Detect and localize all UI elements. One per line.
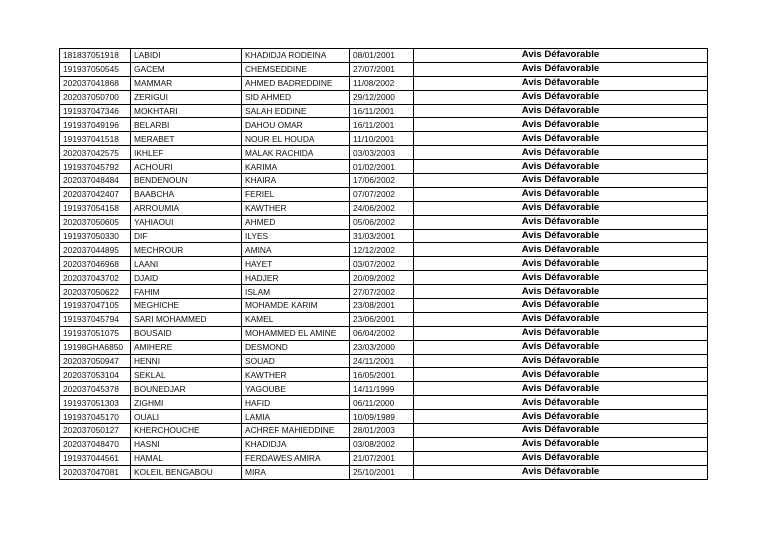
student-id-cell: 191937045170: [60, 410, 131, 424]
last-name-cell: YAHIAOUI: [131, 215, 242, 229]
table-row: [60, 243, 708, 257]
last-name-cell: HASNI: [131, 437, 242, 451]
avis-cell: Avis Défavorable: [414, 451, 708, 465]
last-name-cell: MERABET: [131, 132, 242, 146]
student-id-cell: 202037050700: [60, 90, 131, 104]
avis-cell: Avis Défavorable: [414, 354, 708, 368]
first-name-cell: SOUAD: [242, 354, 350, 368]
student-id-cell: 191937044561: [60, 451, 131, 465]
first-name-cell: MIRA: [242, 465, 350, 479]
birth-date-cell: 05/06/2002: [350, 215, 414, 229]
student-id-cell: 202037050605: [60, 215, 131, 229]
birth-date-cell: 06/11/2000: [350, 396, 414, 410]
first-name-cell: YAGOUBE: [242, 382, 350, 396]
table-row: [60, 187, 708, 201]
table-row: [60, 437, 708, 451]
student-id-cell: 191937045792: [60, 160, 131, 174]
last-name-cell: BAABCHA: [131, 187, 242, 201]
last-name-cell: MAMMAR: [131, 76, 242, 90]
results-table: [59, 48, 708, 480]
birth-date-cell: 23/06/2001: [350, 312, 414, 326]
last-name-cell: BELARBI: [131, 118, 242, 132]
first-name-cell: SALAH EDDINE: [242, 104, 350, 118]
birth-date-cell: 27/07/2002: [350, 285, 414, 299]
student-id-cell: 202037043702: [60, 271, 131, 285]
avis-cell: Avis Défavorable: [414, 215, 708, 229]
last-name-cell: DJAID: [131, 271, 242, 285]
avis-cell: Avis Défavorable: [414, 299, 708, 313]
avis-cell: Avis Défavorable: [414, 285, 708, 299]
last-name-cell: LABIDI: [131, 49, 242, 63]
birth-date-cell: 03/03/2003: [350, 146, 414, 160]
student-id-cell: 191937050545: [60, 62, 131, 76]
birth-date-cell: 16/11/2001: [350, 104, 414, 118]
first-name-cell: FERDAWES AMIRA: [242, 451, 350, 465]
last-name-cell: MOKHTARI: [131, 104, 242, 118]
birth-date-cell: 01/02/2001: [350, 160, 414, 174]
results-table-body: [60, 49, 708, 480]
table-row: [60, 132, 708, 146]
table-row: [60, 160, 708, 174]
student-id-cell: 202037048470: [60, 437, 131, 451]
birth-date-cell: 14/11/1999: [350, 382, 414, 396]
last-name-cell: KOLEIL BENGABOU: [131, 465, 242, 479]
birth-date-cell: 17/06/2002: [350, 174, 414, 188]
student-id-cell: 191937041518: [60, 132, 131, 146]
last-name-cell: ZIGHMI: [131, 396, 242, 410]
avis-cell: Avis Défavorable: [414, 257, 708, 271]
avis-cell: Avis Défavorable: [414, 62, 708, 76]
first-name-cell: AHMED BADREDDINE: [242, 76, 350, 90]
birth-date-cell: 07/07/2002: [350, 187, 414, 201]
avis-cell: Avis Défavorable: [414, 437, 708, 451]
first-name-cell: HADJER: [242, 271, 350, 285]
avis-cell: Avis Défavorable: [414, 132, 708, 146]
first-name-cell: SID AHMED: [242, 90, 350, 104]
first-name-cell: MALAK RACHIDA: [242, 146, 350, 160]
table-row: [60, 410, 708, 424]
student-id-cell: 191937045794: [60, 312, 131, 326]
first-name-cell: HAYET: [242, 257, 350, 271]
student-id-cell: 202037041868: [60, 76, 131, 90]
table-row: [60, 201, 708, 215]
last-name-cell: HAMAL: [131, 451, 242, 465]
student-id-cell: 191937050330: [60, 229, 131, 243]
first-name-cell: LAMIA: [242, 410, 350, 424]
first-name-cell: CHEMSEDDINE: [242, 62, 350, 76]
last-name-cell: HENNI: [131, 354, 242, 368]
table-row: [60, 257, 708, 271]
student-id-cell: 202037047081: [60, 465, 131, 479]
last-name-cell: BENDENOUN: [131, 174, 242, 188]
birth-date-cell: 23/08/2001: [350, 299, 414, 313]
table-row: [60, 118, 708, 132]
student-id-cell: 202037053104: [60, 368, 131, 382]
first-name-cell: KARIMA: [242, 160, 350, 174]
table-row: [60, 465, 708, 479]
avis-cell: Avis Défavorable: [414, 174, 708, 188]
last-name-cell: SEKLAL: [131, 368, 242, 382]
birth-date-cell: 25/10/2001: [350, 465, 414, 479]
birth-date-cell: 16/05/2001: [350, 368, 414, 382]
table-row: [60, 326, 708, 340]
table-row: [60, 90, 708, 104]
avis-cell: Avis Défavorable: [414, 201, 708, 215]
table-row: [60, 299, 708, 313]
last-name-cell: GACEM: [131, 62, 242, 76]
student-id-cell: 191937049196: [60, 118, 131, 132]
student-id-cell: 202037046968: [60, 257, 131, 271]
avis-cell: Avis Défavorable: [414, 76, 708, 90]
last-name-cell: MEGHICHE: [131, 299, 242, 313]
avis-cell: Avis Défavorable: [414, 368, 708, 382]
avis-cell: Avis Défavorable: [414, 229, 708, 243]
first-name-cell: KHAIRA: [242, 174, 350, 188]
first-name-cell: DAHOU OMAR: [242, 118, 350, 132]
first-name-cell: ISLAM: [242, 285, 350, 299]
avis-cell: Avis Défavorable: [414, 49, 708, 63]
table-row: [60, 174, 708, 188]
table-row: [60, 49, 708, 63]
avis-cell: Avis Défavorable: [414, 90, 708, 104]
first-name-cell: KAMEL: [242, 312, 350, 326]
table-row: [60, 285, 708, 299]
first-name-cell: DESMOND: [242, 340, 350, 354]
birth-date-cell: 11/08/2002: [350, 76, 414, 90]
last-name-cell: ARROUMIA: [131, 201, 242, 215]
table-row: [60, 146, 708, 160]
avis-cell: Avis Défavorable: [414, 382, 708, 396]
student-id-cell: 202037050622: [60, 285, 131, 299]
table-row: [60, 382, 708, 396]
student-id-cell: 202037050127: [60, 424, 131, 438]
avis-cell: Avis Défavorable: [414, 410, 708, 424]
last-name-cell: KHERCHOUCHE: [131, 424, 242, 438]
birth-date-cell: 27/07/2001: [350, 62, 414, 76]
table-row: [60, 340, 708, 354]
avis-cell: Avis Défavorable: [414, 271, 708, 285]
first-name-cell: ACHREF MAHIEDDINE: [242, 424, 350, 438]
avis-cell: Avis Défavorable: [414, 424, 708, 438]
first-name-cell: HAFID: [242, 396, 350, 410]
last-name-cell: IKHLEF: [131, 146, 242, 160]
table-row: [60, 76, 708, 90]
table-row: [60, 451, 708, 465]
table-row: [60, 215, 708, 229]
birth-date-cell: 24/11/2001: [350, 354, 414, 368]
table-row: [60, 104, 708, 118]
student-id-cell: 202037042407: [60, 187, 131, 201]
student-id-cell: 19198GHA6850: [60, 340, 131, 354]
table-row: [60, 312, 708, 326]
birth-date-cell: 31/03/2001: [350, 229, 414, 243]
last-name-cell: MECHROUR: [131, 243, 242, 257]
last-name-cell: SARI MOHAMMED: [131, 312, 242, 326]
first-name-cell: KAWTHER: [242, 201, 350, 215]
student-id-cell: 202037044895: [60, 243, 131, 257]
table-row: [60, 271, 708, 285]
birth-date-cell: 28/01/2003: [350, 424, 414, 438]
avis-cell: Avis Défavorable: [414, 243, 708, 257]
last-name-cell: BOUNEDJAR: [131, 382, 242, 396]
first-name-cell: KHADIDJA: [242, 437, 350, 451]
last-name-cell: OUALI: [131, 410, 242, 424]
avis-cell: Avis Défavorable: [414, 160, 708, 174]
avis-cell: Avis Défavorable: [414, 312, 708, 326]
birth-date-cell: 12/12/2002: [350, 243, 414, 257]
birth-date-cell: 11/10/2001: [350, 132, 414, 146]
table-row: [60, 368, 708, 382]
last-name-cell: AMIHERE: [131, 340, 242, 354]
first-name-cell: KAWTHER: [242, 368, 350, 382]
last-name-cell: ZERIGUI: [131, 90, 242, 104]
birth-date-cell: 03/07/2002: [350, 257, 414, 271]
student-id-cell: 202037050947: [60, 354, 131, 368]
table-row: [60, 396, 708, 410]
avis-cell: Avis Défavorable: [414, 465, 708, 479]
first-name-cell: NOUR EL HOUDA: [242, 132, 350, 146]
first-name-cell: ILYES: [242, 229, 350, 243]
birth-date-cell: 16/11/2001: [350, 118, 414, 132]
first-name-cell: AHMED: [242, 215, 350, 229]
table-row: [60, 424, 708, 438]
student-id-cell: 202037042575: [60, 146, 131, 160]
birth-date-cell: 20/09/2002: [350, 271, 414, 285]
first-name-cell: MOHAMMED EL AMINE: [242, 326, 350, 340]
birth-date-cell: 23/03/2000: [350, 340, 414, 354]
first-name-cell: AMINA: [242, 243, 350, 257]
first-name-cell: FERIEL: [242, 187, 350, 201]
last-name-cell: FAHIM: [131, 285, 242, 299]
table-row: [60, 62, 708, 76]
last-name-cell: BOUSAID: [131, 326, 242, 340]
birth-date-cell: 06/04/2002: [350, 326, 414, 340]
avis-cell: Avis Défavorable: [414, 340, 708, 354]
last-name-cell: LAANI: [131, 257, 242, 271]
first-name-cell: MOHAMDE KARIM: [242, 299, 350, 313]
birth-date-cell: 24/06/2002: [350, 201, 414, 215]
student-id-cell: 181837051918: [60, 49, 131, 63]
student-id-cell: 191937051075: [60, 326, 131, 340]
avis-cell: Avis Défavorable: [414, 118, 708, 132]
avis-cell: Avis Défavorable: [414, 146, 708, 160]
student-id-cell: 191937054158: [60, 201, 131, 215]
last-name-cell: ACHOURI: [131, 160, 242, 174]
birth-date-cell: 10/09/1989: [350, 410, 414, 424]
avis-cell: Avis Défavorable: [414, 187, 708, 201]
table-row: [60, 354, 708, 368]
birth-date-cell: 29/12/2000: [350, 90, 414, 104]
first-name-cell: KHADIDJA RODEINA: [242, 49, 350, 63]
avis-cell: Avis Défavorable: [414, 396, 708, 410]
student-id-cell: 191937047105: [60, 299, 131, 313]
birth-date-cell: 08/01/2001: [350, 49, 414, 63]
birth-date-cell: 03/08/2002: [350, 437, 414, 451]
student-id-cell: 202037048484: [60, 174, 131, 188]
birth-date-cell: 21/07/2001: [350, 451, 414, 465]
student-id-cell: 202037045378: [60, 382, 131, 396]
table-row: [60, 229, 708, 243]
avis-cell: Avis Défavorable: [414, 326, 708, 340]
avis-cell: Avis Défavorable: [414, 104, 708, 118]
student-id-cell: 191937047346: [60, 104, 131, 118]
last-name-cell: DIF: [131, 229, 242, 243]
student-id-cell: 191937051303: [60, 396, 131, 410]
